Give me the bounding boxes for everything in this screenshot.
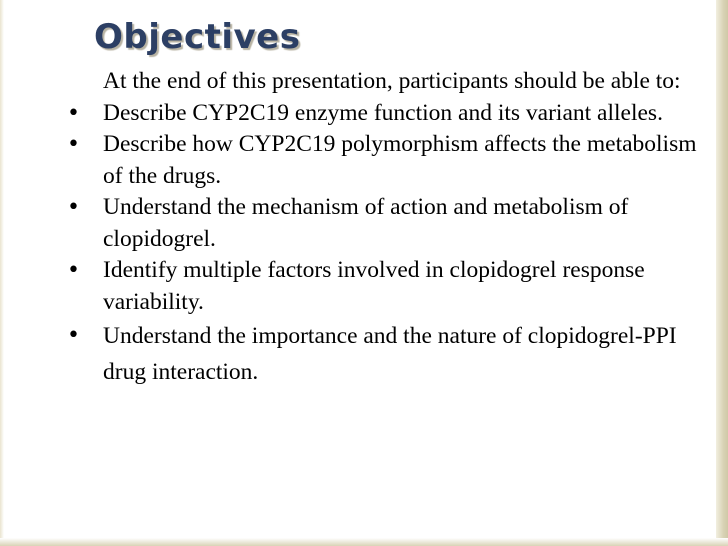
bullet-icon: • [67,100,80,126]
objective-text: Identify multiple factors involved in clopidogrel response variability. [103,257,645,315]
slide-left-border [0,0,4,546]
intro-text: At the end of this presentation, participants should be able to: [103,68,681,94]
slide-bottom-border [0,538,728,546]
bullet-icon: • [67,195,80,220]
objective-text: Understand the importance and the nature of clopidogrel-PPI drug interaction. [103,323,677,385]
objective-item [67,192,715,255]
objective-text: Understand the mechanism of action and metabolism of clopidogrel. [103,194,629,252]
slide-right-border [716,0,728,546]
objective-text: Describe CYP2C19 enzyme function and its variant alleles. [103,99,663,126]
objective-item [67,129,715,192]
slide-body [67,66,715,390]
objective-item [67,318,715,390]
objective-item [67,98,715,130]
bullet-icon: • [67,132,80,157]
objectives-list [67,98,715,391]
bullet-icon: • [67,323,80,348]
slide-title: Objectives [94,17,301,57]
objective-text: Describe how CYP2C19 polymorphism affects the metabolism of the drugs. [103,131,697,189]
bullet-icon: • [67,258,80,283]
objective-item [67,255,715,318]
